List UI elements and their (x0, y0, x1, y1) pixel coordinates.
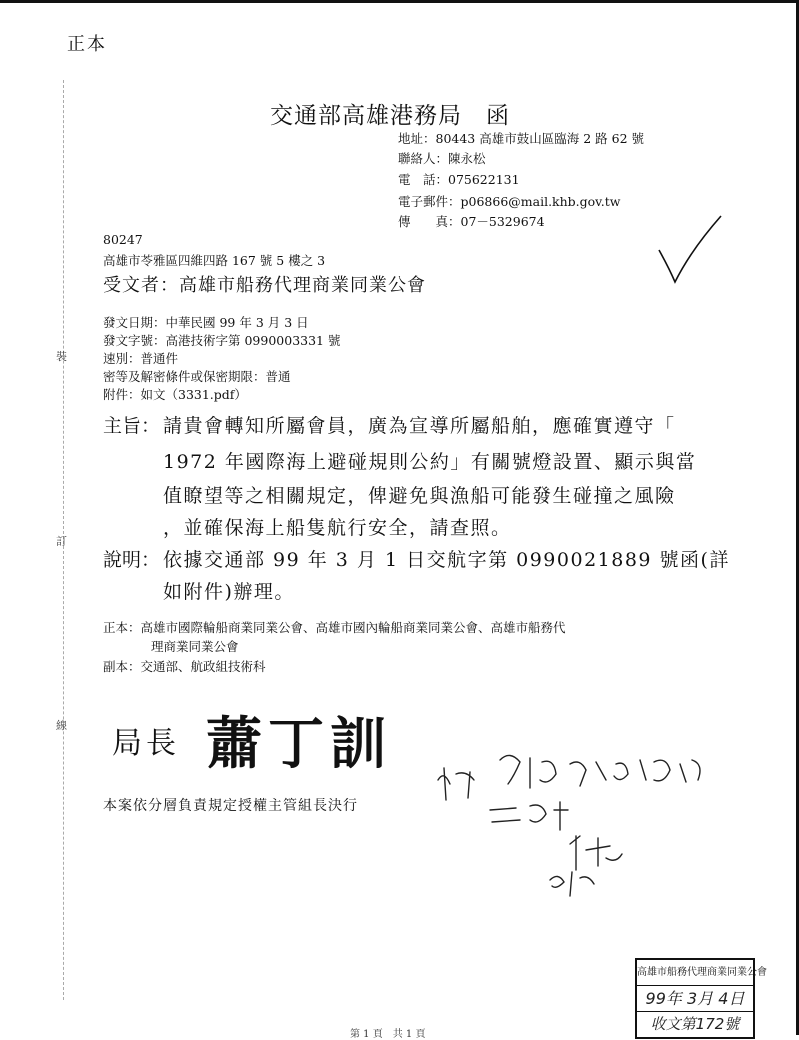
stamp-date: 99年 3月 4日 (637, 986, 753, 1012)
binding-mark-staple: 訂 (56, 535, 67, 548)
contact-phone: 電 話：075622131 (398, 172, 520, 187)
received-stamp (635, 958, 767, 1039)
issue-date: 發文日期：中華民國 99 年 3 月 3 日 (103, 315, 309, 330)
binding-mark-bind: 裝 (56, 350, 67, 363)
subject-line: ，並確保海上船隻航行安全，請查照。 (163, 517, 512, 539)
attachment: 附件：如文（3331.pdf） (103, 387, 247, 402)
subject-line: 值瞭望等之相關規定，俾避免與漁船可能發生碰撞之風險 (163, 485, 676, 507)
director-label: 局長 (112, 726, 180, 761)
copy-recipients: 副本：交通部、航政組技術科 (103, 659, 266, 674)
stamp-number: 收文第172號 (650, 1015, 740, 1033)
original-recipients-cont: 理商業同業公會 (151, 639, 239, 654)
subject-line: 請貴會轉知所屬會員，廣為宣導所屬船舶，應確實遵守「 (163, 415, 676, 437)
check-mark-icon (655, 210, 725, 290)
stamp-organization: 高雄市船務代理商業同業公會 (637, 960, 753, 986)
contact-email: 電子郵件：p06866@mail.khb.gov.tw (398, 194, 621, 209)
subject-line: 1972 年國際海上避碰規則公約」有關號燈設置、顯示與當 (163, 451, 697, 473)
postal-code: 80247 (103, 232, 143, 247)
contact-person: 聯絡人：陳永松 (398, 151, 486, 166)
explanation-line: 依據交通部 99 年 3 月 1 日交航字第 0990021889 號函(詳 (163, 549, 730, 571)
subject-label: 主旨： (103, 415, 161, 437)
explanation-label: 說明： (103, 549, 161, 571)
page-footer: 第 1 頁 共 1 頁 (350, 1029, 426, 1040)
secrecy-level: 密等及解密條件或保密期限：普通 (103, 369, 291, 384)
director-name: 蕭丁訓 (206, 712, 392, 777)
delivery-speed: 速別：普通件 (103, 351, 179, 366)
handwritten-annotation (430, 740, 720, 900)
recipient: 受文者：高雄市船務代理商業同業公會 (103, 275, 426, 296)
contact-fax: 傳 真：07－5329674 (398, 214, 545, 229)
copy-mark: 正本 (67, 34, 107, 55)
authorization-note: 本案依分層負責規定授權主管組長決行 (103, 798, 358, 814)
recipient-address: 高雄市苓雅區四維四路 167 號 5 樓之 3 (103, 253, 326, 268)
contact-address: 地址：80443 高雄市鼓山區臨海 2 路 62 號 (398, 131, 644, 146)
document-title: 交通部高雄港務局 函 (270, 103, 510, 129)
document-number: 發文字號：高港技術字第 0990003331 號 (103, 333, 341, 348)
page-edge-top (0, 0, 799, 3)
original-recipients: 正本：高雄市國際輪船商業同業公會、高雄市國內輪船商業同業公會、高雄市船務代 (103, 620, 566, 635)
explanation-line: 如附件)辦理。 (163, 581, 295, 603)
binding-mark-line: 線 (56, 719, 67, 732)
